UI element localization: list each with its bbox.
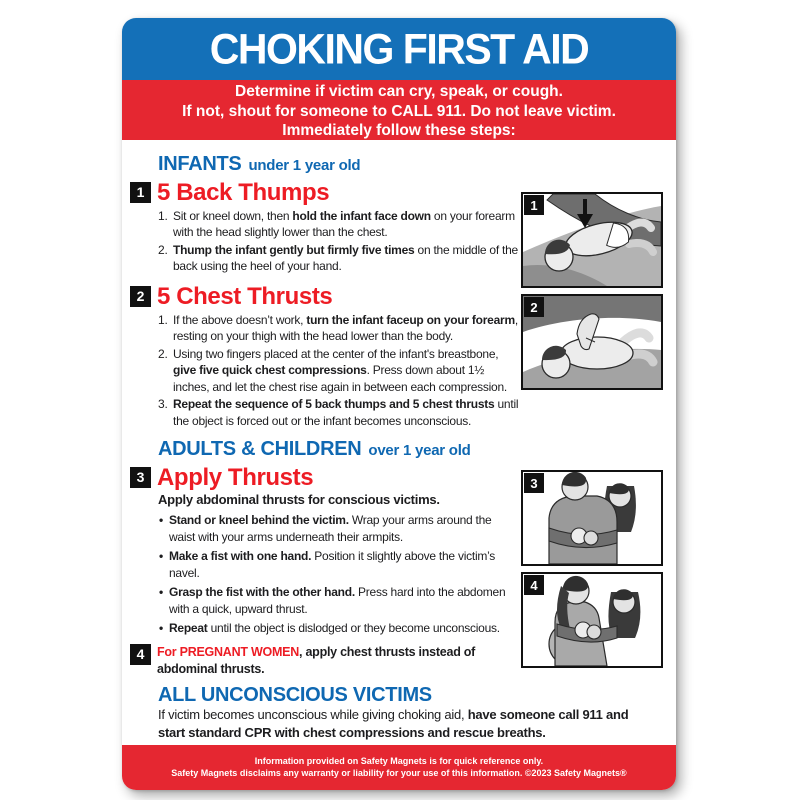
infants-subtitle: under 1 year old bbox=[248, 157, 361, 174]
disclaimer-line-2: Safety Magnets disclaims any warranty or liability for your use of this information. ©2023 Safety Magnets® bbox=[171, 767, 627, 778]
figure-infant-chest-thrusts bbox=[521, 294, 663, 390]
section-unconscious-heading: ALL UNCONSCIOUS VICTIMS bbox=[158, 683, 432, 706]
step-1-instructions bbox=[158, 208, 520, 275]
unconscious-paragraph: If victim becomes unconscious while giving choking aid, have someone call 911 and start standard CPR with chest compressions and rescue breaths. bbox=[158, 707, 629, 740]
figure-1-number-badge: 1 bbox=[524, 195, 544, 215]
section-infants-heading bbox=[158, 153, 676, 175]
figure-adult-abdominal-thrusts bbox=[521, 470, 663, 566]
list-item: Using two fingers placed at the center of the infant's breastbone, give five quick chest compressions. Press down about 1½ inches, and let the chest rise again in between each compression. bbox=[173, 346, 507, 394]
step-2-number-badge: 2 bbox=[130, 286, 151, 307]
disclaimer-line-1: Information provided on Safety Magnets is for quick reference only. bbox=[254, 756, 544, 766]
poster-header bbox=[122, 18, 676, 80]
step-1-title: 5 Back Thumps bbox=[157, 178, 330, 206]
step-4-text: For PREGNANT WOMEN, apply chest thrusts instead of abdominal thrusts. bbox=[157, 644, 476, 676]
step-2-title: 5 Chest Thrusts bbox=[157, 282, 333, 310]
list-item: • Make a fist with one hand. Position it slightly above the victim’s navel. bbox=[158, 548, 520, 581]
section-adults-heading bbox=[158, 438, 676, 460]
infants-title: INFANTS bbox=[158, 153, 242, 175]
list-item: Sit or kneel down, then hold the infant face down on your forearm with the head slightly lower than the chest. bbox=[173, 208, 515, 239]
list-item: Repeat the sequence of 5 back thumps and 5 chest thrusts until the object is forced out or the infant becomes unconscious. bbox=[173, 397, 519, 428]
list-item: • Grasp the fist with the other hand. Press hard into the abdomen with a quick, upward thrust. bbox=[158, 584, 520, 617]
adults-title: ADULTS & CHILDREN bbox=[158, 438, 362, 460]
poster-title: CHOKING FIRST AID bbox=[209, 24, 589, 73]
step-4-number-badge: 4 bbox=[130, 644, 151, 665]
figure-4-number-badge: 4 bbox=[524, 575, 544, 595]
disclaimer-footer bbox=[122, 745, 676, 790]
list-item: • Stand or kneel behind the victim. Wrap your arms around the waist with your arms underneath their armpits. bbox=[158, 512, 520, 545]
step-3-instructions bbox=[158, 512, 520, 637]
alert-banner bbox=[122, 80, 676, 140]
figure-infant-back-thumps bbox=[521, 192, 663, 288]
alert-line-3: Immediately follow these steps: bbox=[282, 122, 516, 139]
figure-3-number-badge: 3 bbox=[524, 473, 544, 493]
list-item: • Repeat until the object is dislodged or they become unconscious. bbox=[158, 620, 520, 637]
alert-line-2: If not, shout for someone to CALL 911. Do not leave victim. bbox=[182, 102, 616, 120]
list-item: Thump the infant gently but firmly five times on the middle of the back using the heel of your hand. bbox=[173, 242, 518, 273]
list-item: If the above doesn’t work, turn the infant faceup on your forearm, resting on your thigh with the head lower than the body. bbox=[173, 312, 518, 343]
step-3-intro: Apply abdominal thrusts for conscious victims. bbox=[158, 491, 440, 507]
step-3-number-badge: 3 bbox=[130, 467, 151, 488]
figure-2-number-badge: 2 bbox=[524, 297, 544, 317]
step-2-instructions bbox=[158, 312, 520, 430]
figure-pregnant-chest-thrusts bbox=[521, 572, 663, 668]
alert-line-1: Determine if victim can cry, speak, or cough. bbox=[235, 83, 563, 100]
step-3-title: Apply Thrusts bbox=[157, 463, 314, 491]
poster-card bbox=[122, 18, 676, 790]
step-1-number-badge: 1 bbox=[130, 182, 151, 203]
adults-subtitle: over 1 year old bbox=[368, 442, 471, 459]
